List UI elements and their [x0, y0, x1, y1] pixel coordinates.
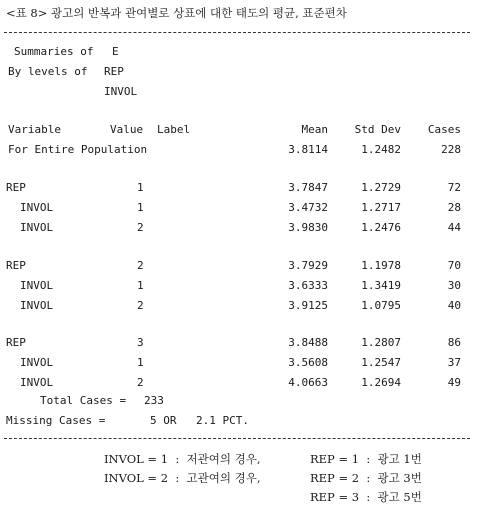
entire-label: For Entire Population — [8, 143, 148, 156]
row-variable: REP — [6, 181, 26, 194]
row-variable: REP — [6, 259, 26, 272]
row-value: 3 — [137, 336, 144, 349]
row-std-dev: 1.2476 — [361, 221, 401, 234]
entire-mean: 3.8114 — [288, 143, 328, 156]
row-value: 2 — [137, 221, 144, 234]
row-variable: INVOL — [20, 201, 54, 214]
row-std-dev: 1.0795 — [361, 299, 401, 312]
row-value: 2 — [137, 259, 144, 272]
header-value: Value — [110, 123, 144, 136]
legend-rep-1: REP = 1 : 광고 1번 — [310, 452, 422, 466]
row-cases: 72 — [447, 181, 461, 194]
row-mean: 3.5608 — [288, 356, 328, 369]
row-std-dev: 1.2729 — [361, 181, 401, 194]
missing-cases-value: 5 OR — [150, 414, 177, 427]
row-variable: INVOL — [20, 356, 54, 369]
row-mean: 3.7929 — [288, 259, 328, 272]
row-value: 2 — [137, 376, 144, 389]
table-title: <표 8> 광고의 반복과 관여별로 상표에 대한 태도의 평균, 표준편차 — [6, 6, 347, 20]
summary-value-3: INVOL — [104, 85, 138, 98]
row-mean: 3.9830 — [288, 221, 328, 234]
row-variable: INVOL — [20, 299, 54, 312]
entire-cases: 228 — [441, 143, 461, 156]
header-cases: Cases — [427, 123, 461, 136]
row-std-dev: 1.2694 — [361, 376, 401, 389]
row-cases: 86 — [447, 336, 461, 349]
row-std-dev: 1.2717 — [361, 201, 401, 214]
row-cases: 37 — [447, 356, 461, 369]
missing-cases-label: Missing Cases = — [6, 414, 106, 427]
row-mean: 4.0663 — [288, 376, 328, 389]
row-variable: INVOL — [20, 221, 54, 234]
row-cases: 49 — [447, 376, 461, 389]
summary-value-1: E — [112, 45, 119, 58]
header-mean: Mean — [301, 123, 328, 136]
row-cases: 44 — [447, 221, 461, 234]
header-variable: Variable — [8, 123, 61, 136]
row-cases: 30 — [447, 279, 461, 292]
legend-invol-2: INVOL = 2 : 고관여의 경우, — [104, 471, 261, 485]
row-std-dev: 1.1978 — [361, 259, 401, 272]
row-cases: 70 — [447, 259, 461, 272]
legend-rep-2: REP = 2 : 광고 3번 — [310, 471, 422, 485]
row-mean: 3.4732 — [288, 201, 328, 214]
row-value: 1 — [137, 279, 144, 292]
row-value: 1 — [137, 356, 144, 369]
summary-label-2: By levels of — [8, 65, 88, 78]
row-value: 1 — [137, 181, 144, 194]
row-std-dev: 1.2807 — [361, 336, 401, 349]
row-mean: 3.8488 — [288, 336, 328, 349]
row-variable: INVOL — [20, 279, 54, 292]
bottom-divider — [4, 438, 470, 439]
row-mean: 3.9125 — [288, 299, 328, 312]
row-value: 1 — [137, 201, 144, 214]
row-std-dev: 1.3419 — [361, 279, 401, 292]
row-variable: REP — [6, 336, 26, 349]
row-variable: INVOL — [20, 376, 54, 389]
top-divider — [4, 32, 470, 33]
row-cases: 40 — [447, 299, 461, 312]
summary-value-2: REP — [104, 65, 124, 78]
summary-label-1: Summaries of — [14, 45, 94, 58]
row-std-dev: 1.2547 — [361, 356, 401, 369]
header-label: Label — [157, 123, 191, 136]
missing-cases-pct: 2.1 PCT. — [196, 414, 249, 427]
total-cases-label: Total Cases = — [40, 394, 127, 407]
entire-std: 1.2482 — [361, 143, 401, 156]
legend-invol-1: INVOL = 1 : 저관여의 경우, — [104, 452, 261, 466]
row-cases: 28 — [447, 201, 461, 214]
row-mean: 3.6333 — [288, 279, 328, 292]
header-std: Std Dev — [354, 123, 401, 136]
row-value: 2 — [137, 299, 144, 312]
legend-rep-3: REP = 3 : 광고 5번 — [310, 490, 422, 504]
row-mean: 3.7847 — [288, 181, 328, 194]
total-cases-value: 233 — [144, 394, 164, 407]
